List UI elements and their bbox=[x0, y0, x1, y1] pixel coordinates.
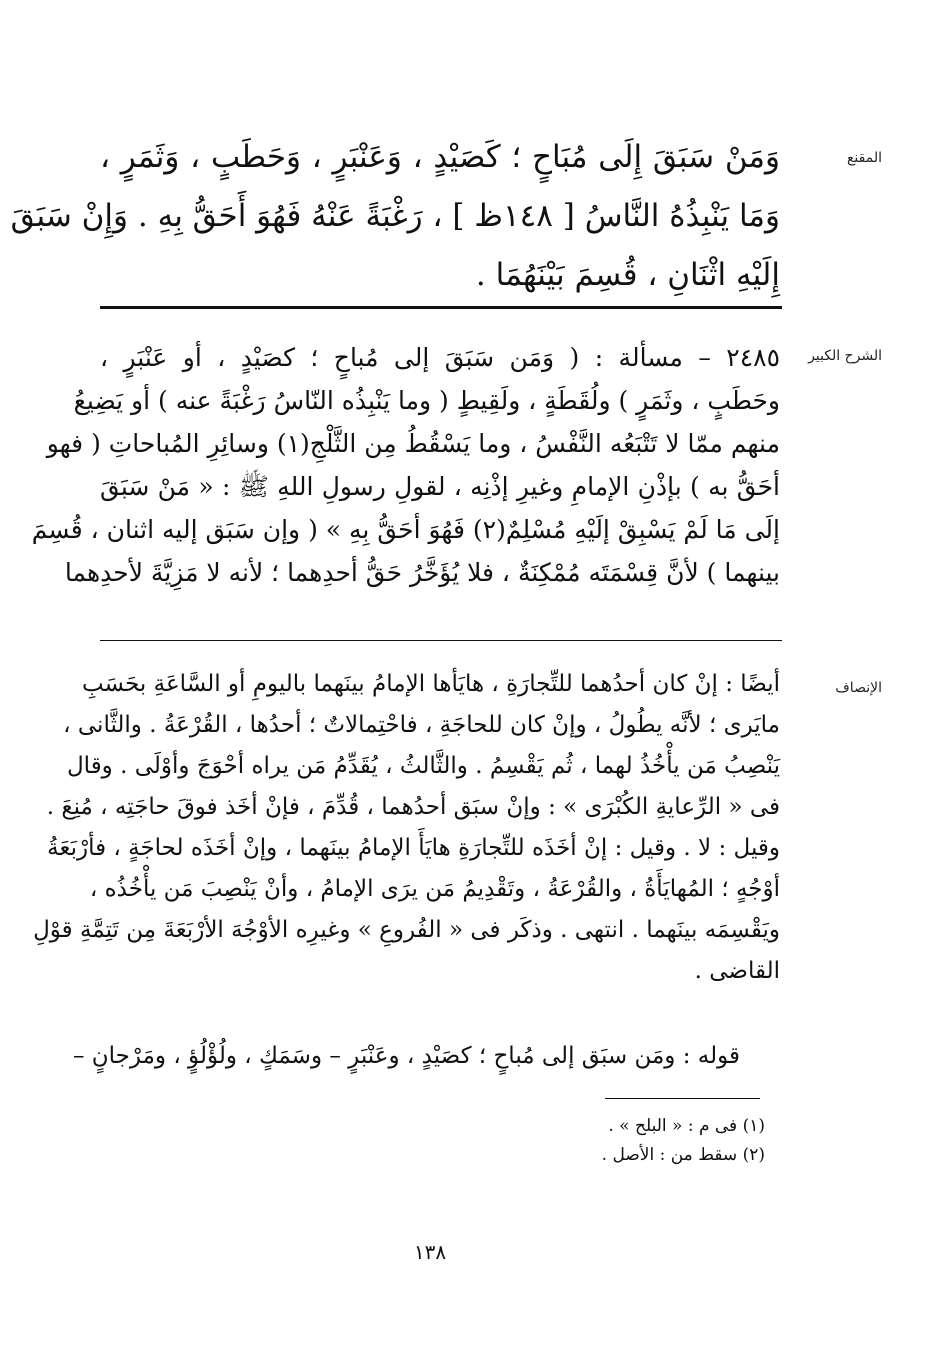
insaf-text-block bbox=[33, 664, 780, 992]
section-divider-thick bbox=[100, 306, 782, 309]
insaf-line: يَنْصِبُ مَن يأْخُذُ لهما ، ثُم يَقْسِمُ . والثَّالثُ ، يُقَدِّمُ مَن يراه أحْوَجَ وأوْلَى . وقال bbox=[66, 753, 780, 779]
section-label-insaf: الإنصاف bbox=[835, 680, 882, 696]
footnotes bbox=[365, 1112, 765, 1170]
insaf-line: فى « الرِّعايةِ الكُبْرَى » : وإنْ سبَق أحدُهما ، قُدِّمَ ، فإنْ أخَذ فوقَ حاجَتِه ، مُنِعَ . bbox=[46, 794, 780, 820]
footnote-divider bbox=[605, 1098, 760, 1099]
insaf-line: مايَرى ؛ لأنَّه يطُولُ ، وإنْ كان للحاجَةِ ، فاحْتِمالاتٌ ؛ أحدُها ، القُرْعَةُ . والثَّانى ، bbox=[63, 712, 780, 738]
section-label-sharh: الشرح الكبير bbox=[808, 348, 882, 364]
muqni-line: وَمَنْ سَبَقَ إِلَى مُبَاحٍ ؛ كَصَيْدٍ ، وَعَنْبَرٍ ، وَحَطَبٍ ، وَثَمَرٍ ، bbox=[100, 139, 780, 175]
insaf-line: القاضى . bbox=[694, 958, 780, 984]
muqni-line: وَمَا يَنْبِذُهُ النَّاسُ [ ١٤٨ظ ] ، رَغْبَةً عَنْهُ فَهُوَ أَحَقُّ بِهِ . وَإِنْ سَبَقَ bbox=[10, 198, 780, 234]
insaf-line: أيضًا : إنْ كان أحدُهما للتِّجارَةِ ، هايَأها الإمامُ بينَهما باليومِ أو السَّاعَةِ بحَسَبِ bbox=[81, 671, 780, 697]
sharh-text-block bbox=[31, 336, 780, 594]
muqni-text-block bbox=[10, 128, 780, 305]
footnote-1: (١) فى م : « البلح » . bbox=[608, 1116, 765, 1136]
page-number: ١٣٨ bbox=[413, 1240, 447, 1264]
section-label-muqni: المقنع bbox=[846, 150, 882, 166]
sharh-line: وحَطَبٍ ، وثَمَرٍ ) ولُقَطَةٍ ، ولَقِيطٍ ( وما يَنْبِذُه النّاسُ رَغْبَةً عنه ) أو يَضِيعُ bbox=[73, 386, 780, 415]
insaf-line: وقيل : لا . وقيل : إنْ أخَذَه للتِّجارَةِ هايَأَ الإمامُ بينَهما ، وإنْ أخَذَه لحاجَةٍ ، فأرْبَعَةُ bbox=[47, 835, 780, 861]
insaf-line: ويَقْسِمَه بينَهما . انتهى . وذكَر فى « الفُروعِ » وغيرِه الأوْجُهَ الأرْبَعَةَ مِن تَتِمَّةِ قوْلِ bbox=[33, 917, 780, 943]
sharh-line: إلَى مَا لَمْ يَسْبِقْ إلَيْهِ مُسْلِمٌ(٢) فَهُوَ أحَقُّ بِهِ » ( وإن سَبَق إليه اثنان ، قُسِمَ bbox=[31, 515, 780, 544]
sharh-line: أحَقُّ به ) بإذْنِ الإمامِ وغيرِ إذْنِه ، لقولِ رسولِ اللهِ ﷺ : « مَنْ سَبَقَ bbox=[100, 472, 780, 501]
qawluh-line: قوله : ومَن سبَق إلى مُباحٍ ؛ كصَيْدٍ ، وعَنْبَرٍ – وسَمَكٍ ، ولُؤْلُؤٍ ، ومَرْجانٍ – bbox=[72, 1043, 740, 1069]
sharh-line: بينهما ) لأنَّ قِسْمَتَه مُمْكِنَةٌ ، فلا يُؤَخَّرُ حَقُّ أحدِهما ؛ لأنه لا مَزِيَّةَ لأحدِهما bbox=[64, 558, 780, 587]
sharh-line: منهم ممّا لا تَتْبَعُه النَّفْسُ ، وما يَسْقُطُ مِن الثَّلْجِ(١) وسائِرِ المُباحاتِ ( فهو bbox=[46, 429, 780, 458]
footnote-2: (٢) سقط من : الأصل . bbox=[601, 1145, 765, 1165]
insaf-line: أوْجُهٍ ؛ المُهايَأَةُ ، والقُرْعَةُ ، وتَقْدِيمُ مَن يرَى الإمامُ ، وأنْ يَنْصِبَ مَن يأْخُذُه ، bbox=[89, 876, 780, 902]
section-divider-thin bbox=[100, 640, 782, 641]
sharh-line: ٢٤٨٥ – مسألة : ( وَمَن سَبَقَ إلى مُباحٍ ؛ كصَيْدٍ ، أو عَنْبَرٍ ، bbox=[100, 343, 780, 372]
muqni-line: إِلَيْهِ اثْنَانِ ، قُسِمَ بَيْنَهُمَا . bbox=[475, 257, 780, 293]
